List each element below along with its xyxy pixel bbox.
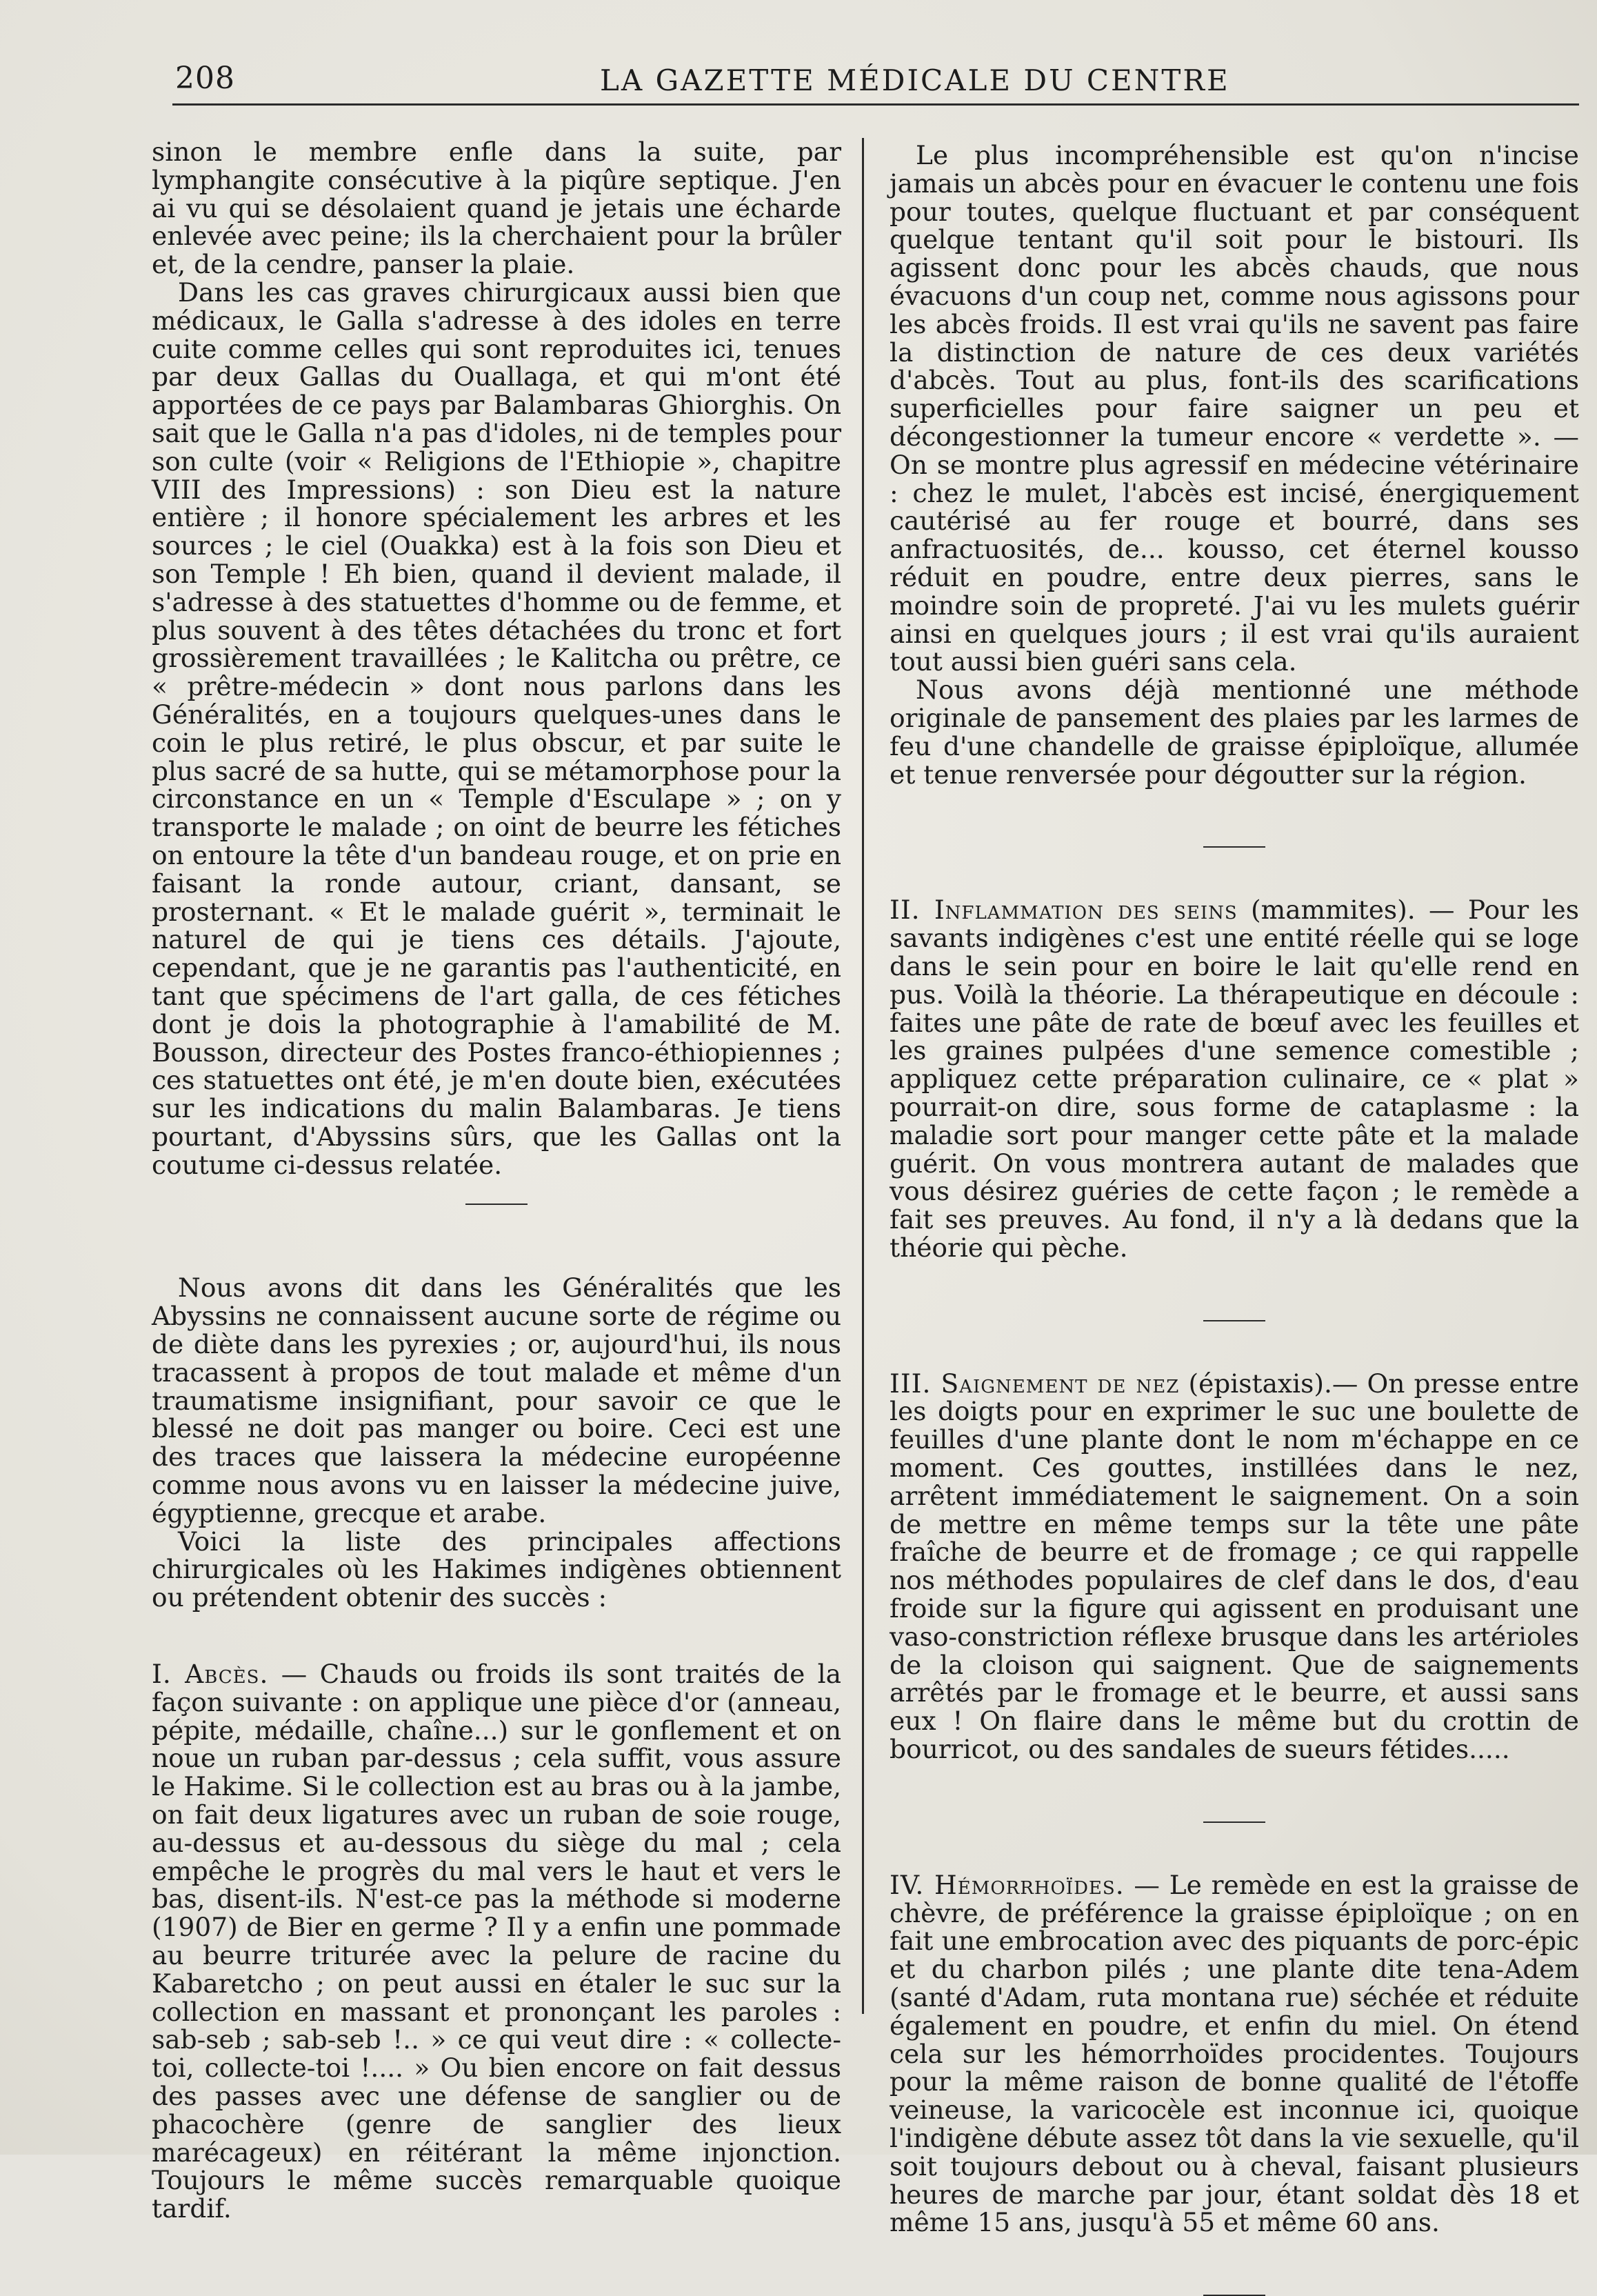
paragraph: Nous avons déjà mentionné une méthode originale de pansement des plaies par les larmes de feu d'une chandelle de graisse épiploïque, allumée et tenue renversée pour dégoutter sur la région. (890, 675, 1579, 790)
paragraph: Dans les cas graves chirurgicaux aussi bien que médicaux, le Galla s'adresse à des idoles en terre cuite comme celles qui sont reproduites ici, tenues par deux Gallas du Ouallaga, et qui m'ont été apportées de ce pays par Balambaras Ghiorghis. On sait que le Galla n'a pas d'idoles, ni de temples pour son culte (voir « Religions de l'Ethiopie », chapitre VIII des Impressions) : son Dieu est la nature entière ; il honore spécialement les arbres et les sources ; le ciel (Ouakka) est à la fois son Dieu et son Temple ! Eh bien, quand il devient malade, il s'adresse à des statuettes d'homme ou de femme, et plus souvent à des têtes détachées du tronc et fort grossièrement travaillées ; le Kalitcha ou prêtre, ce « prêtre-médecin » dont nous parlons dans les Généralités, en a toujours quelques-unes dans le coin le plus retiré, le plus obscur, et par suite le plus sacré de sa hutte, qui se métamorphose pour la circonstance en un « Temple d'Esculape » ; on y transporte le malade ; on oint de beurre les fétiches on entoure la tête d'un bandeau rouge, et on prie en faisant la ronde autour, criant, dansant, se prosternant. « Et le malade guérit », terminait le naturel de qui je tiens ces détails. J'ajoute, cependant, que je ne garantis pas l'authenticité, en tant que spécimens de l'art galla, de ces fétiches dont je dois la photographie à l'amabilité de M. Bousson, directeur des Postes franco-éthiopiennes ; ces statuettes ont été, je m'en doute bien, exécutées sur les indications du malin Balambaras. Je tiens pourtant, d'Abyssins sûrs, que les Gallas ont la coutume ci-dessus relatée. (152, 277, 841, 1180)
section-hemorrhoides (890, 1871, 1579, 2237)
paragraph: Le plus incompréhensible est qu'on n'incise jamais un abcès pour en évacuer le contenu une fois pour toutes, quelque fluctuant et par conséquent quelque tentant qu'il soit pour le bistouri. Ils agissent donc pour les abcès chauds, que nous évacuons d'un coup net, comme nous agissons pour les abcès froids. Il est vrai qu'ils ne savent pas faire la distinction de nature de ces deux variétés d'abcès. Tout au plus, font-ils des scarifications superficielles pour faire saigner un peu et décongestionner la tumeur encore « verdette ». — On se montre plus agressif en médecine vétérinaire : chez le mulet, l'abcès est incisé, énergiquement cautérisé au fer rouge et bourré, dans ses anfractuosités, de... kousso, cet éternel kousso réduit en poudre, entre deux pierres, sans le moindre soin de propreté. J'ai vu les mulets guérir ainsi en quelques jours ; il est vrai qu'ils auraient tout aussi bien guéri sans cela. (890, 140, 1579, 677)
section-heading: III. Saignement de nez (890, 1368, 1180, 1399)
section-text: (épistaxis).— On presse entre les doigts pour en exprimer le suc une boulette de feuilles d'une plante dont le nom m'échappe en ce moment. Ces gouttes, instillées dans le nez, arrêtent immédiatement le saignement. On a soin de mettre en même temps sur la tête une pâte fraîche de beurre et de fromage ; ce qui rappelle nos méthodes populaires de clef dans le dos, d'eau froide sur la figure qui agissent en produisant une vaso-constriction réflexe brusque dans les artérioles de la cloison qui saignent. Que de saignements arrêtés par le fromage et le beurre, et aussi sans eux ! On flaire dans le même but du crottin de bourricot, ou des sandales de sueurs fétides..... (890, 1368, 1580, 1765)
paragraph: Voici la liste des principales affections chirurgicales où les Hakimes indigènes obtiennent ou prétendent obtenir des succès : (152, 1526, 841, 1613)
section-heading: IV. Hémorrhoïdes. (890, 1869, 1125, 1900)
journal-title: LA GAZETTE MÉDICALE DU CENTRE (600, 63, 1230, 97)
section-heading: I. Abcès. (152, 1659, 269, 1690)
paragraph: Nous avons dit dans les Généralités que les Abyssins ne connaissent aucune sorte de régime ou de diète dans les pyrexies ; or, aujourd'hui, ils nous tracassent à propos de tout malade et même d'un traumatisme insignifiant, pour savoir ce que le blessé ne doit pas manger ou boire. Ceci est une des traces que laissera la médecine européenne comme nous avons vu en laisser la médecine juive, égyptienne, grecque et arabe. (152, 1272, 841, 1528)
section-inflammation (890, 896, 1579, 1261)
section-text: (mammites). — Pour les savants indigènes c'est une entité réelle qui se loge dans le sein pour en boire le lait qu'elle rend en pus. Voilà la théorie. La thérapeutique en découle : faites une pâte de rate de bœuf avec les feuilles et les graines pulpées d'une semence comestible ; appliquez cette préparation culinaire, ce « plat » pourrait-on dire, sous forme de cataplasme : la maladie sort pour manger cette pâte et la malade guérit. On vous montrera autant de malades que vous désirez guéries de cette façon ; le remède a fait ses preuves. Au fond, il n'y a là dedans que la théorie qui pèche. (890, 895, 1579, 1263)
section-saignement (890, 1370, 1579, 1764)
section-abces (152, 1660, 841, 2223)
page-number: 208 (175, 61, 235, 96)
section-text: — Chauds ou froids ils sont traités de la façon suivante : on applique une pièce d'or (anneau, pépite, médaille, chaîne...) sur le gonflement et on noue un ruban par-dessus ; cela suffit, vous assure le Hakime. Si le collection est au bras ou à la jambe, on fait deux ligatures avec un ruban de soie rouge, au-dessus et au-dessous du siège du mal ; cela empêche le progrès du mal vers le haut et vers le bas, disent-ils. N'est-ce pas la méthode si moderne (1907) de Bier en germe ? Il y a enfin une pommade au beurre triturée avec la pelure de racine du Kabaretcho ; on peut aussi en étaler le suc sur la collection en massant et prononçant les paroles : sab-seb ; sab-seb !.. » ce qui veut dire : « collecte-toi, collecte-toi !.... » Ou bien encore on fait dessus des passes avec une défense de sanglier ou de phacochère (genre de sanglier des lieux marécageux) en réitérant la même injonction. Toujours le même succès remarquable quoique tardif. (152, 1659, 841, 2224)
right-column (890, 141, 1579, 2296)
header-rule (172, 103, 1579, 106)
column-divider (862, 138, 864, 2014)
page-header (165, 61, 1545, 109)
section-heading: II. Inflammation des seins (890, 895, 1238, 926)
section-text: — Le remède en est la graisse de chèvre, de préférence la graisse épiploïque ; on en fait une embrocation avec des piquants de porc-épic et du charbon pilés ; une plante dite tena-Adem (santé d'Adam, ruta montana rue) séchée et réduite également en poudre, et enfin du miel. On étend cela sur les hémorrhoïdes procidentes. Toujours pour la même raison de bonne qualité de l'étoffe veineuse, la varicocèle est inconnue ici, quoique l'indigène débute assez tôt dans la vie sexuelle, qu'il soit toujours debout ou à cheval, faisant plusieurs heures de marche par jour, étant soldat dès 18 et même 15 ans, jusqu'à 55 et même 60 ans. (890, 1869, 1579, 2238)
left-column (152, 138, 841, 2223)
paragraph: sinon le membre enfle dans la suite, par lymphangite consécutive à la piqûre septique. J'en ai vu qui se désolaient quand je jetais une écharde enlevée avec peine; ils la cherchaient pour la brûler et, de la cendre, panser la plaie. (152, 137, 841, 280)
